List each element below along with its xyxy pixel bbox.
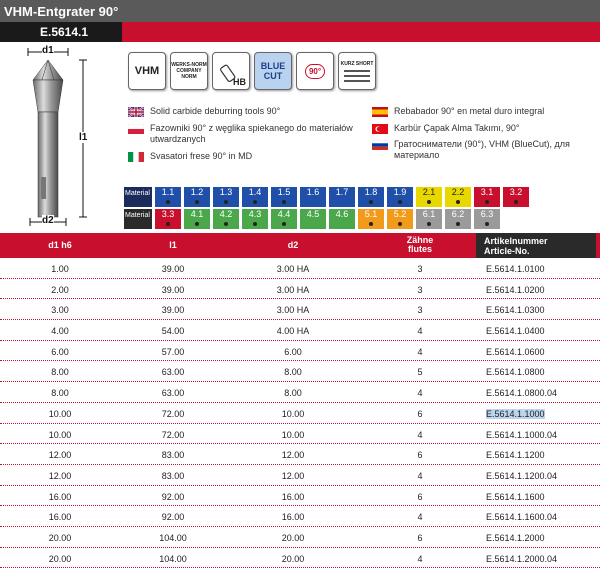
l1-cell: 39.00 xyxy=(161,305,185,316)
material-cell xyxy=(184,187,210,207)
d2-cell: 10.00 xyxy=(281,408,305,419)
l1-cell: 63.00 xyxy=(161,388,185,399)
d2-cell: 12.00 xyxy=(281,470,305,481)
article-number-cell[interactable]: E.5614.1.2000 xyxy=(486,532,545,543)
tool-drawing xyxy=(0,42,115,232)
suitability-dot xyxy=(398,200,402,204)
d2-cell: 16.00 xyxy=(281,491,305,502)
flutes-cell: 3 xyxy=(417,264,423,274)
angle-badge xyxy=(296,52,334,90)
flutes-cell: 3 xyxy=(417,305,423,316)
article-number-cell[interactable]: E.5614.1.0600 xyxy=(486,346,545,357)
material-code: 6.3 xyxy=(480,209,494,219)
product-code: E.5614.1 xyxy=(0,22,122,42)
desc-en-text: Solid carbide deburring tools 90° xyxy=(150,106,281,116)
kurz-badge xyxy=(338,52,376,90)
article-number-cell[interactable]: E.5614.1.0200 xyxy=(486,284,545,295)
material-code: 4.4 xyxy=(277,209,291,219)
material-label: Material xyxy=(124,187,152,207)
material-code: 2.2 xyxy=(451,187,465,197)
article-number-cell[interactable]: E.5614.1.2000.04 xyxy=(486,553,558,564)
desc-es xyxy=(372,106,598,117)
table-row xyxy=(0,320,600,341)
header-flutes: Zähne flutes xyxy=(406,235,434,254)
material-code: 6.1 xyxy=(422,209,436,219)
desc-ru xyxy=(372,139,598,161)
header-l1: l1 xyxy=(169,240,177,250)
article-table-body xyxy=(0,258,600,568)
d2-cell: 12.00 xyxy=(281,450,305,461)
suitability-dot xyxy=(485,222,489,226)
material-label: Material xyxy=(124,209,152,229)
material-code: 5.1 xyxy=(364,209,378,219)
suitability-dot xyxy=(282,222,286,226)
desc-pl xyxy=(128,123,358,145)
article-number-cell[interactable]: E.5614.1.1200.04 xyxy=(486,470,558,481)
article-number-cell[interactable] xyxy=(486,409,596,419)
material-cell xyxy=(387,209,413,229)
d1-cell: 20.00 xyxy=(48,553,72,564)
header-d1: d1 h6 xyxy=(48,240,72,250)
material-code: 1.5 xyxy=(277,187,291,197)
material-row-1 xyxy=(124,187,529,207)
flutes-cell: 6 xyxy=(417,491,423,502)
material-code: 3.3 xyxy=(161,209,175,219)
material-code: 2.1 xyxy=(422,187,436,197)
flutes-cell: 4 xyxy=(417,388,423,399)
material-code: 4.6 xyxy=(335,209,349,219)
suitability-dot xyxy=(166,222,170,226)
table-row xyxy=(0,279,600,300)
suitability-dot xyxy=(485,200,489,204)
selected-article-number[interactable]: E.5614.1.1000 xyxy=(486,408,545,419)
flutes-cell: 4 xyxy=(417,346,423,357)
material-code: 1.8 xyxy=(364,187,378,197)
d2-cell: 3.00 HA xyxy=(276,305,310,316)
l1-cell: 72.00 xyxy=(161,408,185,419)
material-code: 5.2 xyxy=(393,209,407,219)
d1-cell: 2.00 xyxy=(51,284,69,295)
page-title: VHM-Entgrater 90° xyxy=(0,0,600,22)
ru-flag-icon xyxy=(372,140,388,150)
d2-cell: 3.00 HA xyxy=(276,284,310,295)
d2-cell: 20.00 xyxy=(281,532,305,543)
es-flag-icon xyxy=(372,107,388,117)
article-number-cell[interactable]: E.5614.1.1600 xyxy=(486,491,545,502)
l1-cell: 39.00 xyxy=(161,284,185,295)
article-number-cell[interactable]: E.5614.1.1200 xyxy=(486,450,545,461)
d1-cell: 10.00 xyxy=(48,429,72,440)
material-code: 1.3 xyxy=(219,187,233,197)
flutes-cell: 4 xyxy=(417,512,423,523)
kurz-label: KURZ SHORT xyxy=(340,60,374,67)
material-cell xyxy=(242,209,268,229)
article-number-cell[interactable]: E.5614.1.0300 xyxy=(486,305,545,316)
material-cell xyxy=(416,187,442,207)
werksnorm-badge: WERKS-NORM COMPANY NORM xyxy=(170,52,208,90)
article-number-cell[interactable]: E.5614.1.0800 xyxy=(486,367,545,378)
article-number-cell[interactable]: E.5614.1.0800.04 xyxy=(486,388,558,399)
desc-tr xyxy=(372,123,598,134)
material-cell xyxy=(416,209,442,229)
desc-pl-text: Fazowniki 90° z węglika spiekanego do materiałów utwardzanych xyxy=(150,123,353,144)
material-cell xyxy=(242,187,268,207)
d1-cell: 20.00 xyxy=(48,532,72,543)
d2-cell: 20.00 xyxy=(281,553,305,564)
material-cell xyxy=(300,187,326,207)
suitability-dot xyxy=(456,222,460,226)
d2-cell: 8.00 xyxy=(284,388,302,399)
vhm-badge: VHM xyxy=(128,52,166,90)
l1-cell: 54.00 xyxy=(161,326,185,337)
suitability-dot xyxy=(427,222,431,226)
d1-cell: 1.00 xyxy=(51,264,69,274)
d1-cell: 8.00 xyxy=(51,367,69,378)
d1-cell: 10.00 xyxy=(48,408,72,419)
suitability-dot xyxy=(514,200,518,204)
material-code: 1.4 xyxy=(248,187,262,197)
material-code: 1.7 xyxy=(335,187,349,197)
desc-it-text: Svasatori frese 90° in MD xyxy=(150,151,253,161)
flutes-cell: 6 xyxy=(417,450,423,461)
d1-cell: 8.00 xyxy=(51,388,69,399)
suitability-dot xyxy=(253,222,257,226)
table-row xyxy=(0,465,600,486)
material-cell xyxy=(213,209,239,229)
material-code: 1.1 xyxy=(161,187,175,197)
l1-cell: 104.00 xyxy=(159,532,187,543)
it-flag-icon xyxy=(128,152,144,162)
article-number-cell[interactable]: E.5614.1.0400 xyxy=(486,326,545,337)
l1-cell: 39.00 xyxy=(161,264,185,274)
header-article-en: Article-No. xyxy=(484,246,530,256)
material-cell xyxy=(329,209,355,229)
suitability-dot xyxy=(282,200,286,204)
table-row xyxy=(0,403,600,424)
material-code: 4.1 xyxy=(190,209,204,219)
d2-cell: 3.00 HA xyxy=(276,264,310,274)
tr-flag-icon xyxy=(372,124,388,134)
d1-cell: 12.00 xyxy=(48,470,72,481)
article-number-cell[interactable]: E.5614.1.0100 xyxy=(486,264,545,274)
suitability-dot xyxy=(166,200,170,204)
code-red-bar xyxy=(122,22,600,42)
material-cell xyxy=(387,187,413,207)
l1-cell: 83.00 xyxy=(161,450,185,461)
pl-flag-icon xyxy=(128,124,144,134)
d1-cell: 6.00 xyxy=(51,346,69,357)
material-code: 4.2 xyxy=(219,209,233,219)
material-cell xyxy=(155,209,181,229)
suitability-dot xyxy=(456,200,460,204)
material-code: 4.5 xyxy=(306,209,320,219)
l1-cell: 104.00 xyxy=(159,553,187,564)
material-cell xyxy=(358,187,384,207)
flutes-cell: 6 xyxy=(417,408,423,419)
flutes-cell: 4 xyxy=(417,553,423,564)
material-cell xyxy=(445,187,471,207)
flutes-cell: 5 xyxy=(417,367,423,378)
l1-cell: 63.00 xyxy=(161,367,185,378)
desc-tr-text: Karbür Çapak Alma Takımı, 90° xyxy=(394,123,520,133)
material-cell xyxy=(503,187,529,207)
d1-cell: 3.00 xyxy=(51,305,69,316)
bluecut-badge: BLUE CUT xyxy=(254,52,292,90)
suitability-dot xyxy=(253,200,257,204)
l1-cell: 83.00 xyxy=(161,470,185,481)
header-d2: d2 xyxy=(287,240,299,250)
material-row-2 xyxy=(124,209,500,229)
table-row xyxy=(0,548,600,569)
d1-cell: 16.00 xyxy=(48,491,72,502)
flutes-cell: 3 xyxy=(417,284,423,295)
l1-cell: 92.00 xyxy=(161,512,185,523)
l1-cell: 92.00 xyxy=(161,491,185,502)
header-article xyxy=(476,233,596,258)
table-row xyxy=(0,361,600,382)
material-cell xyxy=(445,209,471,229)
material-cell xyxy=(300,209,326,229)
suitability-dot xyxy=(369,222,373,226)
table-row xyxy=(0,424,600,445)
material-code: 3.1 xyxy=(480,187,494,197)
material-code: 3.2 xyxy=(509,187,523,197)
l1-cell: 57.00 xyxy=(161,346,185,357)
desc-es-text: Rebabador 90° en metal duro integral xyxy=(394,106,545,116)
table-row xyxy=(0,527,600,548)
d2-cell: 4.00 HA xyxy=(276,326,310,337)
desc-en xyxy=(128,106,358,117)
flutes-cell: 4 xyxy=(417,326,423,337)
table-row xyxy=(0,299,600,320)
suitability-dot xyxy=(195,222,199,226)
d1-cell: 12.00 xyxy=(48,450,72,461)
material-code: 1.6 xyxy=(306,187,320,197)
material-cell xyxy=(474,187,500,207)
desc-it xyxy=(128,151,358,162)
material-code: 1.9 xyxy=(393,187,407,197)
material-code: 4.3 xyxy=(248,209,262,219)
d2-cell: 16.00 xyxy=(281,512,305,523)
suitability-dot xyxy=(224,222,228,226)
table-row xyxy=(0,486,600,507)
d2-cell: 10.00 xyxy=(281,429,305,440)
deburring-tool-illustration xyxy=(0,42,115,232)
suitability-dot xyxy=(195,200,199,204)
material-cell xyxy=(155,187,181,207)
uk-flag-icon xyxy=(128,107,144,117)
material-code: 1.2 xyxy=(190,187,204,197)
table-row xyxy=(0,382,600,403)
table-row xyxy=(0,444,600,465)
d1-cell: 16.00 xyxy=(48,512,72,523)
hb-label: HB xyxy=(233,77,246,87)
table-row xyxy=(0,506,600,527)
table-row xyxy=(0,258,600,279)
desc-ru-text: Гратоснимaтели (90°), VHM (BlueCut), для материало xyxy=(394,139,570,160)
suitability-dot xyxy=(224,200,228,204)
d2-label: d2 xyxy=(42,215,54,226)
header-article-de: Artikelnummer xyxy=(484,236,548,246)
suitability-dot xyxy=(369,200,373,204)
article-number-cell[interactable]: E.5614.1.1000.04 xyxy=(486,429,558,440)
flutes-cell: 6 xyxy=(417,532,423,543)
flutes-cell: 4 xyxy=(417,470,423,481)
material-cell xyxy=(213,187,239,207)
flutes-cell: 4 xyxy=(417,429,423,440)
material-cell xyxy=(329,187,355,207)
angle-label: 90° xyxy=(305,64,325,79)
material-cell xyxy=(474,209,500,229)
material-code: 6.2 xyxy=(451,209,465,219)
table-row xyxy=(0,341,600,362)
d1-label: d1 xyxy=(42,45,54,56)
feature-badges xyxy=(128,52,376,92)
material-cell xyxy=(271,187,297,207)
suitability-dot xyxy=(398,222,402,226)
material-cell xyxy=(271,209,297,229)
d2-cell: 8.00 xyxy=(284,367,302,378)
hb-badge xyxy=(212,52,250,90)
article-number-cell[interactable]: E.5614.1.1600.04 xyxy=(486,512,558,523)
suitability-dot xyxy=(427,200,431,204)
material-cell xyxy=(184,209,210,229)
material-cell xyxy=(358,209,384,229)
l1-label: l1 xyxy=(79,132,88,143)
l1-cell: 72.00 xyxy=(161,429,185,440)
d1-cell: 4.00 xyxy=(51,326,69,337)
d2-cell: 6.00 xyxy=(284,346,302,357)
